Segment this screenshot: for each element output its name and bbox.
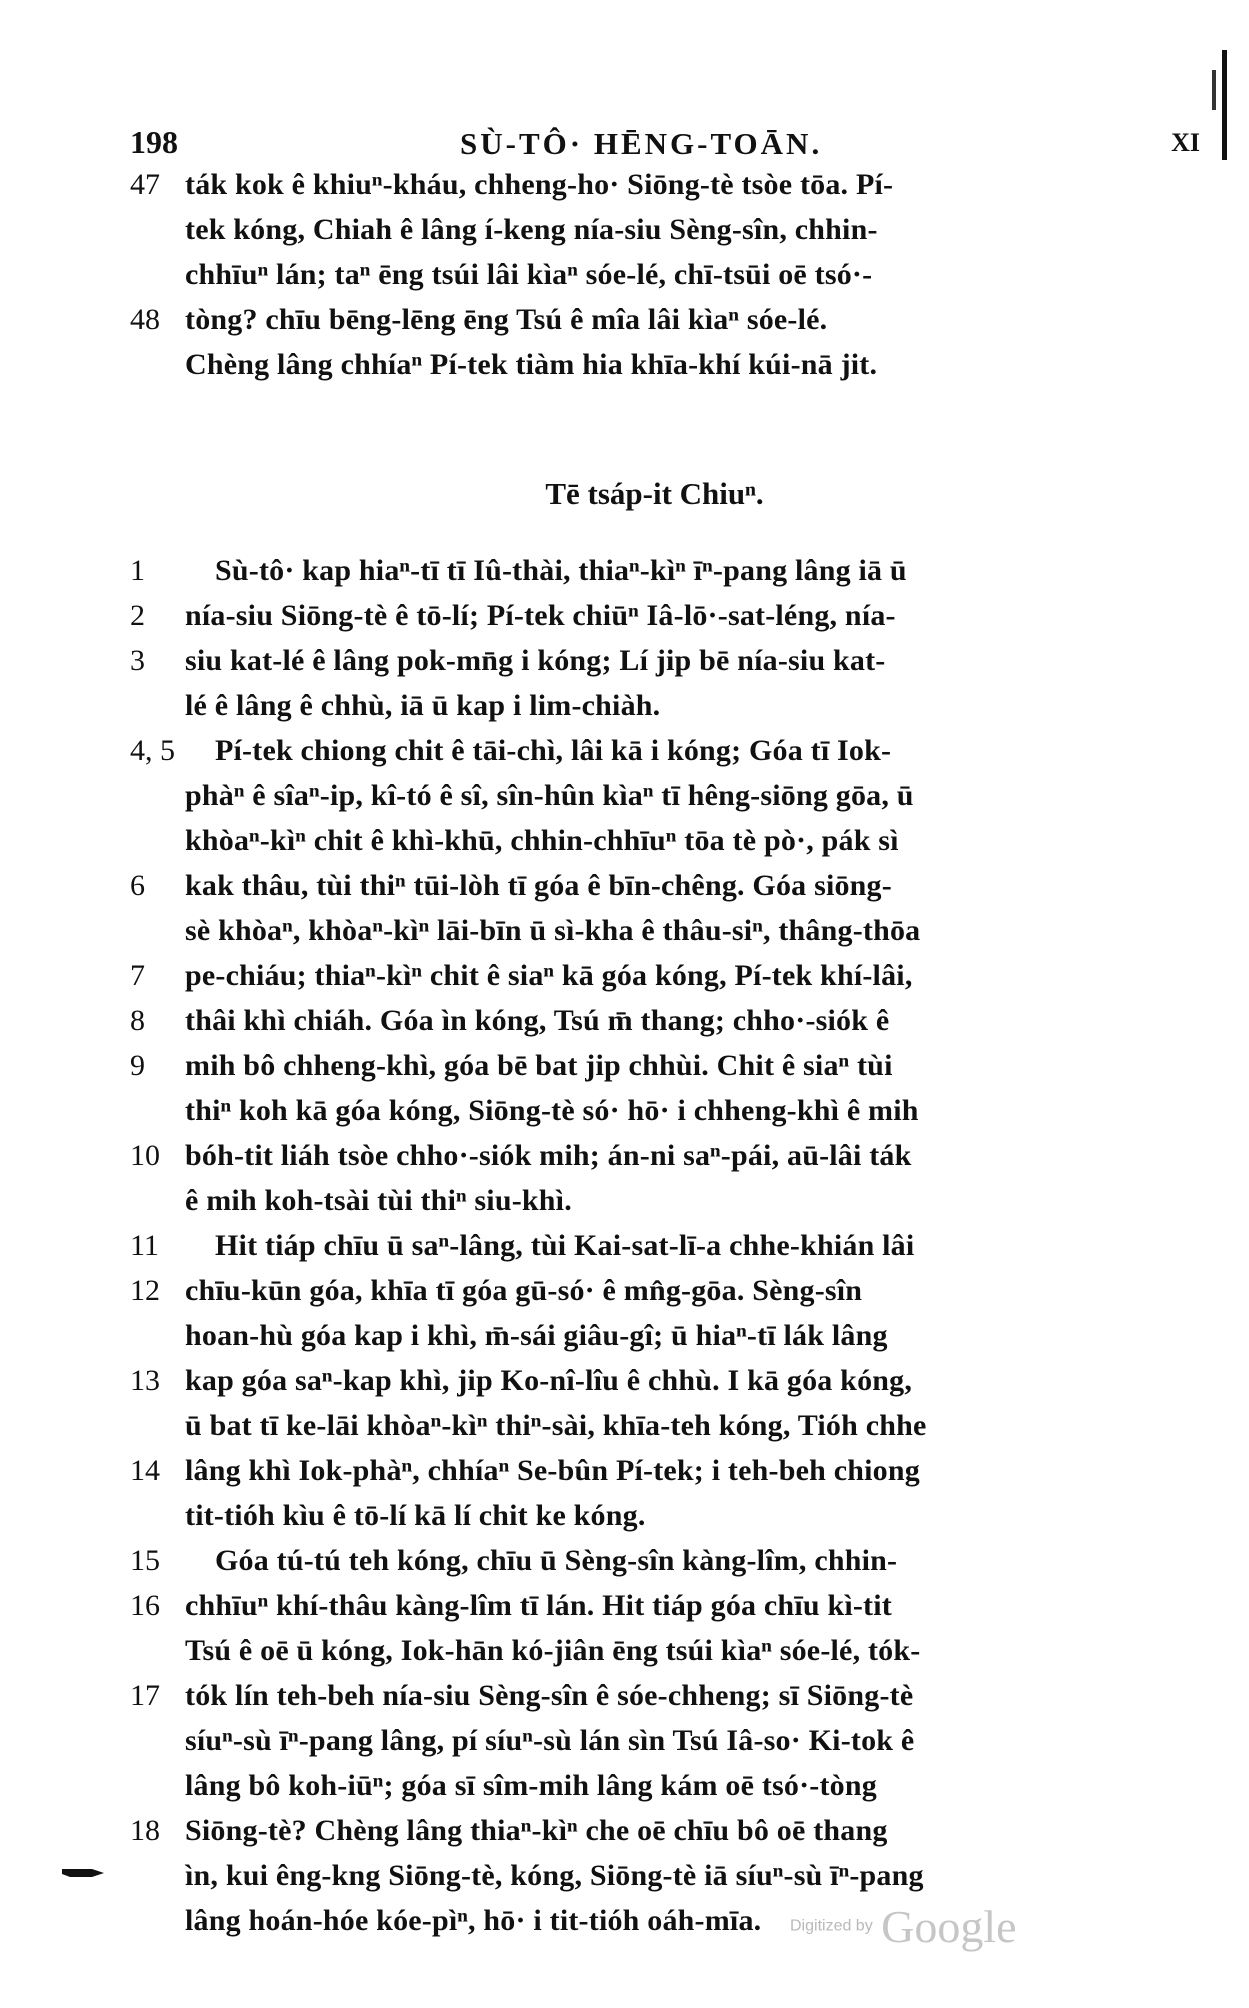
line-text: Tsú ê oē ū kóng, Iok-hān kó-jiân ēng tsúi kìaⁿ sóe-lé, tók- xyxy=(185,1634,921,1667)
text-line xyxy=(130,1223,1210,1268)
line-text: tók lín teh-beh nía-siu Sèng-sîn ê sóe-chheng; sī Siōng-tè xyxy=(185,1679,914,1712)
top-text-block xyxy=(130,162,1210,387)
line-text: Sù-tô· kap hiaⁿ-tī tī Iû-thài, thiaⁿ-kìⁿ īⁿ-pang lâng iā ū xyxy=(215,554,907,587)
text-line xyxy=(130,593,1210,638)
text-line xyxy=(130,1403,1210,1448)
line-text: ê mih koh-tsài tùi thiⁿ siu-khì. xyxy=(185,1184,572,1217)
text-line xyxy=(130,297,1210,342)
text-line xyxy=(130,1043,1210,1088)
text-line xyxy=(130,818,1210,863)
line-text: sè khòaⁿ, khòaⁿ-kìⁿ lāi-bīn ū sì-kha ê thâu-siⁿ, thâng-thōa xyxy=(185,914,921,947)
verse-number: 10 xyxy=(130,1139,160,1172)
page-edge-rule xyxy=(1222,50,1227,160)
text-line xyxy=(130,1268,1210,1313)
line-text: siu kat-lé ê lâng pok-mn̄g i kóng; Lí jip bē nía-siu kat- xyxy=(185,644,886,677)
text-line xyxy=(130,1538,1210,1583)
verse-number: 6 xyxy=(130,869,145,902)
text-line xyxy=(130,1448,1210,1493)
text-line xyxy=(130,207,1210,252)
chapter-number: XI xyxy=(1171,128,1200,157)
line-text: lé ê lâng ê chhù, iā ū kap i lim-chiàh. xyxy=(185,689,661,722)
text-line xyxy=(130,908,1210,953)
line-text: thâi khì chiáh. Góa ìn kóng, Tsú m̄ thang; chho·-siók ê xyxy=(185,1004,890,1037)
verse-number: 12 xyxy=(130,1274,160,1307)
page-number: 198 xyxy=(130,124,178,160)
line-text: Pí-tek chiong chit ê tāi-chì, lâi kā i kóng; Góa tī Iok- xyxy=(215,734,892,767)
line-text: Chèng lâng chhíaⁿ Pí-tek tiàm hia khīa-khí kúi-nā jit. xyxy=(185,348,878,381)
text-line xyxy=(130,1808,1210,1853)
text-line xyxy=(130,1673,1210,1718)
text-line xyxy=(130,1133,1210,1178)
line-text: ū bat tī ke-lāi khòaⁿ-kìⁿ thiⁿ-sài, khīa-teh kóng, Tióh chhe xyxy=(185,1409,927,1442)
line-text: lâng khì Iok-phàⁿ, chhíaⁿ Se-bûn Pí-tek; i teh-beh chiong xyxy=(185,1454,920,1487)
line-text: Góa tú-tú teh kóng, chīu ū Sèng-sîn kàng-lîm, chhin- xyxy=(215,1544,898,1577)
verse-number: 4, 5 xyxy=(130,734,175,767)
text-line xyxy=(130,998,1210,1043)
verse-number: 3 xyxy=(130,644,145,677)
text-line xyxy=(130,1313,1210,1358)
line-text: bóh-tit liáh tsòe chho·-siók mih; án-ni saⁿ-pái, aū-lâi ták xyxy=(185,1139,912,1172)
verse-number: 18 xyxy=(130,1814,160,1847)
text-line xyxy=(130,728,1210,773)
text-line xyxy=(130,1898,1210,1943)
verse-number: 2 xyxy=(130,599,145,632)
text-line xyxy=(130,1088,1210,1133)
text-line xyxy=(130,638,1210,683)
text-line xyxy=(130,1628,1210,1673)
text-line xyxy=(130,953,1210,998)
text-line xyxy=(130,1178,1210,1223)
text-line xyxy=(130,683,1210,728)
page-edge-mark xyxy=(1212,70,1216,110)
text-line xyxy=(130,342,1210,387)
line-text: ìn, kui êng-kng Siōng-tè, kóng, Siōng-tè iā síuⁿ-sù īⁿ-pang xyxy=(185,1859,924,1892)
digitized-watermark xyxy=(790,1900,1017,1953)
line-text: mih bô chheng-khì, góa bē bat jip chhùi. Chit ê siaⁿ tùi xyxy=(185,1049,893,1082)
line-text: tek kóng, Chiah ê lâng í-keng nía-siu Sèng-sîn, chhin- xyxy=(185,213,878,246)
line-text: khòaⁿ-kìⁿ chit ê khì-khū, chhin-chhīuⁿ tōa tè pò·, pák sì xyxy=(185,824,899,857)
text-line xyxy=(130,1853,1210,1898)
main-text-block xyxy=(130,548,1210,1943)
verse-number: 11 xyxy=(130,1229,159,1262)
pointing-hand-icon xyxy=(62,1865,104,1879)
text-line xyxy=(130,1718,1210,1763)
line-text: nía-siu Siōng-tè ê tō-lí; Pí-tek chiūⁿ Iâ-lō·-sat-léng, nía- xyxy=(185,599,896,632)
line-text: ták kok ê khiuⁿ-kháu, chheng-ho· Siōng-tè tsòe tōa. Pí- xyxy=(185,168,894,201)
verse-number: 14 xyxy=(130,1454,160,1487)
text-line xyxy=(130,252,1210,297)
line-text: phàⁿ ê sîaⁿ-ip, kî-tó ê sî, sîn-hûn kìaⁿ tī hêng-siōng gōa, ū xyxy=(185,779,914,812)
text-line xyxy=(130,1358,1210,1403)
text-line xyxy=(130,773,1210,818)
text-line xyxy=(130,548,1210,593)
watermark-prefix: Digitized by xyxy=(790,1917,873,1935)
line-text: pe-chiáu; thiaⁿ-kìⁿ chit ê siaⁿ kā góa kóng, Pí-tek khí-lâi, xyxy=(185,959,913,992)
verse-number: 9 xyxy=(130,1049,145,1082)
verse-number: 17 xyxy=(130,1679,160,1712)
text-line xyxy=(130,1493,1210,1538)
verse-number: 48 xyxy=(130,303,160,336)
section-heading-text: Tē tsáp-it Chiuⁿ. xyxy=(545,476,764,511)
verse-number: 1 xyxy=(130,554,145,587)
google-logo: Google xyxy=(881,1901,1017,1952)
line-text: chīu-kūn góa, khīa tī góa gū-só· ê mn̂g-gōa. Sèng-sîn xyxy=(185,1274,863,1307)
line-text: thiⁿ koh kā góa kóng, Siōng-tè só· hō· i chheng-khì ê mih xyxy=(185,1094,919,1127)
verse-number: 8 xyxy=(130,1004,145,1037)
line-text: lâng hoán-hóe kóe-pìⁿ, hō· i tit-tióh oáh-mīa. xyxy=(185,1904,762,1937)
line-text: chhīuⁿ lán; taⁿ ēng tsúi lâi kìaⁿ sóe-lé, chī-tsūi oē tsó·- xyxy=(185,258,873,291)
line-text: kap góa saⁿ-kap khì, jip Ko-nî-lîu ê chhù. I kā góa kóng, xyxy=(185,1364,913,1397)
line-text: chhīuⁿ khí-thâu kàng-lîm tī lán. Hit tiáp góa chīu kì-tit xyxy=(185,1589,892,1622)
line-text: hoan-hù góa kap i khì, m̄-sái giâu-gî; ū hiaⁿ-tī lák lâng xyxy=(185,1319,888,1352)
text-line xyxy=(130,162,1210,207)
verse-number: 47 xyxy=(130,168,160,201)
line-text: kak thâu, tùi thiⁿ tūi-lòh tī góa ê bīn-chêng. Góa siōng- xyxy=(185,869,892,902)
verse-number: 15 xyxy=(130,1544,160,1577)
verse-number: 16 xyxy=(130,1589,160,1622)
verse-number: 13 xyxy=(130,1364,160,1397)
text-line xyxy=(130,1763,1210,1808)
line-text: Hit tiáp chīu ū saⁿ-lâng, tùi Kai-sat-lī-a chhe-khián lâi xyxy=(215,1229,915,1262)
running-title: SÙ-TÔ· HĒNG-TOĀN. xyxy=(460,126,823,161)
verse-number: 7 xyxy=(130,959,145,992)
section-heading xyxy=(0,476,1249,512)
line-text: tit-tióh kìu ê tō-lí kā lí chit ke kóng. xyxy=(185,1499,646,1532)
line-text: tòng? chīu bēng-lēng ēng Tsú ê mîa lâi kìaⁿ sóe-lé. xyxy=(185,303,828,336)
line-text: lâng bô koh-iūⁿ; góa sī sîm-mih lâng kám oē tsó·-tòng xyxy=(185,1769,877,1802)
line-text: Siōng-tè? Chèng lâng thiaⁿ-kìⁿ che oē chīu bô oē thang xyxy=(185,1814,888,1847)
text-line xyxy=(130,1583,1210,1628)
text-line xyxy=(130,863,1210,908)
line-text: síuⁿ-sù īⁿ-pang lâng, pí síuⁿ-sù lán sìn Tsú Iâ-so· Ki-tok ê xyxy=(185,1724,915,1757)
